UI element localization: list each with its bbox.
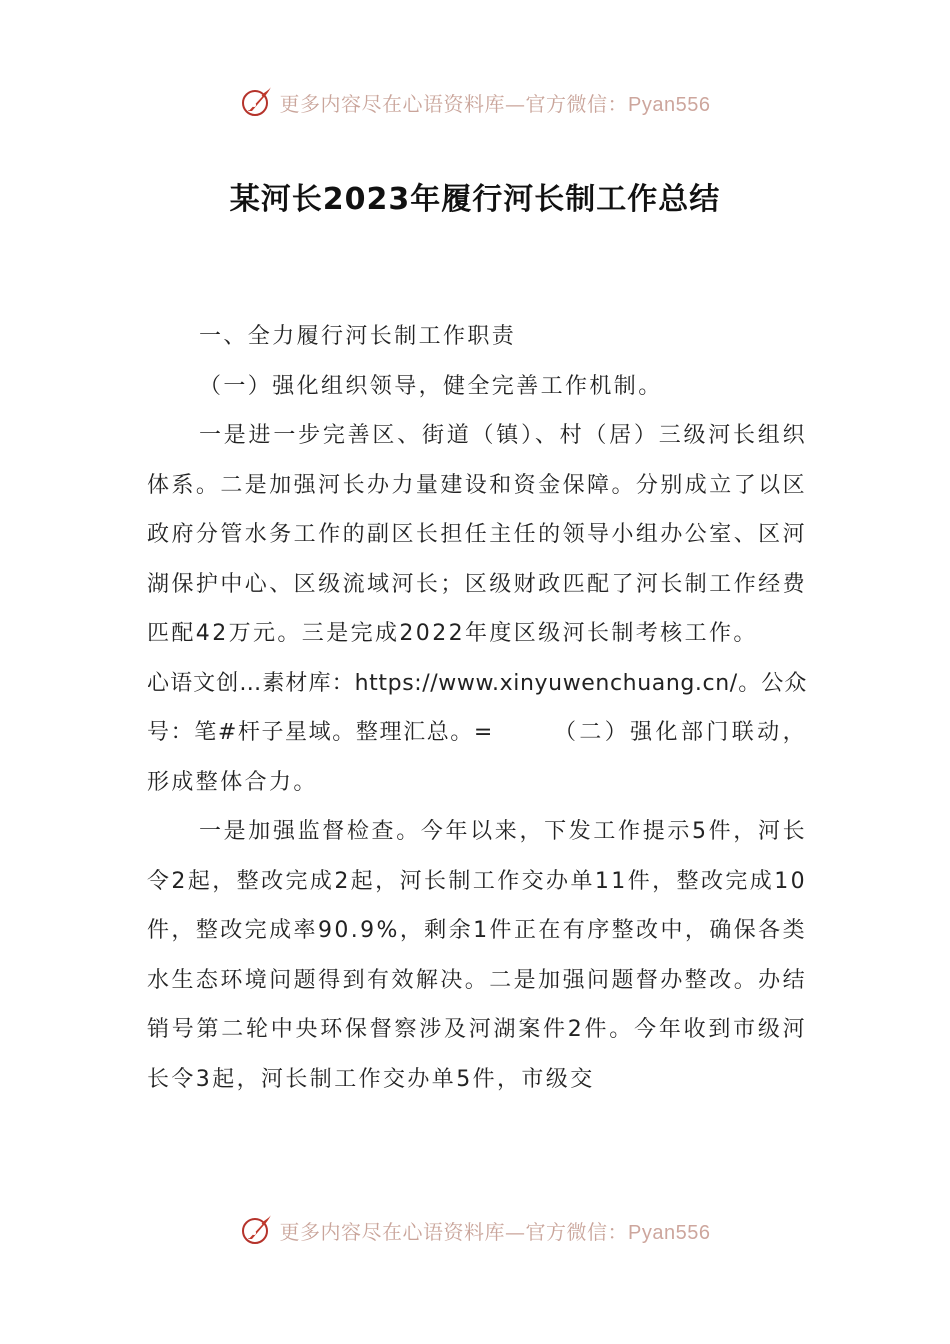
source-note-paragraph	[147, 659, 807, 808]
subsection-heading: （一）强化组织领导，健全完善工作机制。	[199, 373, 663, 399]
watermark-wechat: Pyan556	[628, 93, 711, 116]
watermark-text: 更多内容尽在心语资料库—官方微信：Pyan556	[279, 91, 711, 116]
section-heading: 一、全力履行河长制工作职责	[199, 324, 517, 349]
paragraph: 一是进一步完善区、街道（镇）、村（居）三级河长组织体系。二是加强河长办力量建设和资金保障。分别成立了以区政府分管水务工作的副区长担任主任的领导小组办公室、区河湖保护中心、区级流域河长；区级财政匹配了河长制工作经费匹配42万元。三是完成2022年度区级河长制考核工作。	[147, 423, 807, 646]
footer-watermark	[0, 1210, 950, 1250]
watermark-wechat: Pyan556	[628, 1221, 711, 1244]
document-body	[147, 312, 807, 1104]
subsection-heading: （二）强化部门联动，形成整体合力。	[147, 720, 807, 795]
quill-logo-icon	[240, 85, 274, 119]
watermark-text: 更多内容尽在心语资料库—官方微信：Pyan556	[279, 1219, 711, 1244]
paragraph: 一是加强监督检查。今年以来，下发工作提示5件，河长令2起，整改完成2起，河长制工作交办单11件，整改完成10件，整改完成率90.9%，剩余1件正在有序整改中，确保各类水生态环境问题得到有效解决。二是加强问题督办整改。办结销号第二轮中央环保督察涉及河湖案件2件。今年收到市级河长令3起，河长制工作交办单5件，市级交	[147, 819, 807, 1092]
header-watermark	[0, 82, 950, 122]
source-note: 心语文创…素材库：https://www.xinyuwenchuang.cn/。公众号：笔#杆子星域。整理汇总。=	[147, 670, 807, 745]
document-title: 某河长2023年履行河长制工作总结	[229, 182, 721, 217]
quill-logo-icon	[240, 1213, 274, 1247]
